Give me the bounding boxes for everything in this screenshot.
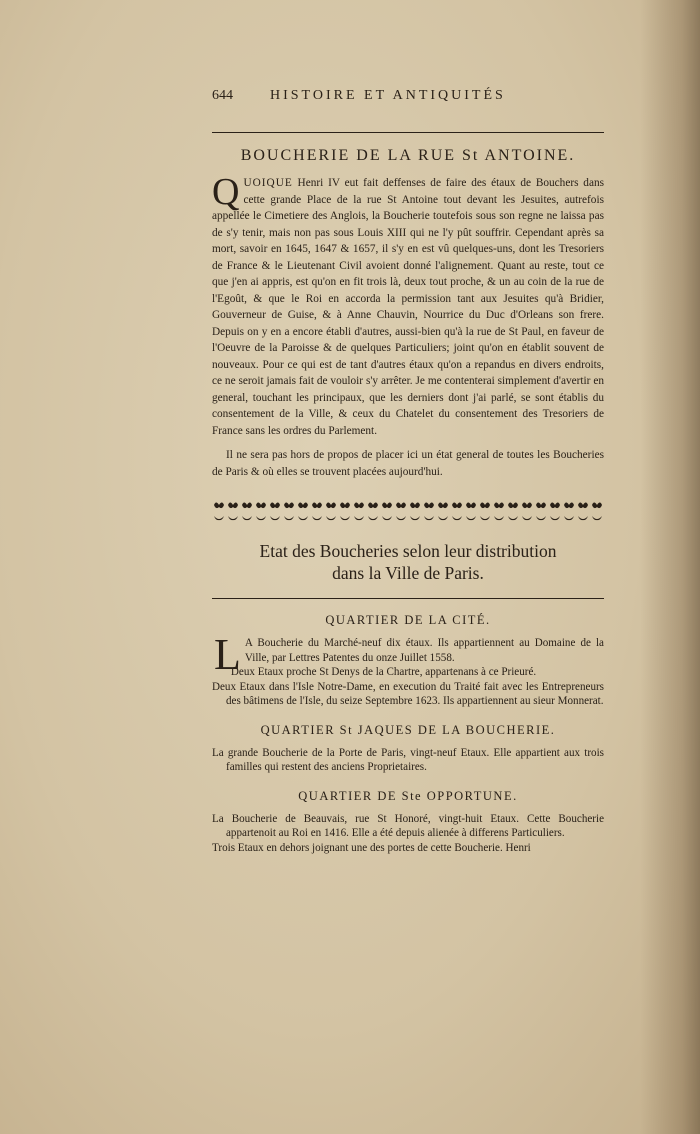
fleuron-icon [592, 503, 602, 509]
cite-first-entry-text: A Boucherie du Marché-neuf dix étaux. Ils appartiennent au Domaine de la Ville, par Lettres Patentes du onze Juillet 1558. [244, 637, 604, 664]
fleuron-icon [592, 516, 602, 520]
opportune-entry: La Boucherie de Beauvais, rue St Honoré, vingt-huit Etaux. Cette Boucherie appartenoit au Roi en 1416. Elle a été depuis alienée à differens Particuliers. [212, 812, 604, 839]
fleuron-icon [396, 516, 406, 520]
fleuron-icon [256, 516, 266, 520]
fleuron-icon [508, 516, 518, 520]
fleuron-icon [466, 503, 476, 509]
table-title-rule [212, 598, 604, 599]
intro-paragraph [212, 171, 604, 439]
fleuron-icon [312, 503, 322, 509]
fleuron-icon [340, 503, 350, 509]
fleuron-icon [578, 516, 588, 520]
fleuron-icon [480, 503, 490, 509]
fleuron-icon [424, 516, 434, 520]
fleuron-icon [368, 516, 378, 520]
running-head [212, 88, 604, 112]
fleuron-icon [424, 503, 434, 509]
header-rule [212, 132, 604, 133]
cite-entry: Deux Etaux dans l'Isle Notre-Dame, en execution du Traité fait avec les Entrepreneurs des bâtimens de l'Isle, du seize Septembre 1623. Ils appartiennent au sieur Monnerat. [212, 680, 604, 707]
opportune-entry: Trois Etaux en dehors joignant une des portes de cette Boucherie. Henri [212, 841, 531, 854]
page-gutter-shadow [640, 0, 700, 1134]
fleuron-icon [480, 516, 490, 520]
table-title [212, 540, 604, 584]
fleuron-icon [368, 503, 378, 509]
fleuron-icon [564, 503, 574, 509]
fleuron-icon [354, 503, 364, 509]
table-title-line1: Etat des Boucheries selon leur distribution [259, 541, 557, 561]
fleuron-icon [340, 516, 350, 520]
fleuron-icon [438, 503, 448, 509]
fleuron-icon [452, 516, 462, 520]
fleuron-icon [214, 503, 224, 509]
fleuron-icon [298, 503, 308, 509]
fleuron-icon [522, 503, 532, 509]
fleuron-icon [536, 516, 546, 520]
quartier-cite-title: QUARTIER DE LA CITÉ. [325, 613, 491, 627]
fleuron-icon [452, 503, 462, 509]
intro-lead-word: UOIQUE [243, 177, 293, 189]
cite-entry: Deux Etaux proche St Denys de la Chartre, appartenans à ce Prieuré. [230, 666, 537, 678]
drop-cap-q: Q [212, 171, 240, 213]
fleuron-icon [270, 503, 280, 509]
fleuron-icon [536, 503, 546, 509]
fleuron-icon [270, 516, 280, 520]
intro-text: Henri IV eut fait deffenses de faire des étaux de Bouchers dans cette grande Place de la rue St Antoine tout devant les Jesuites, autrefois appellée le Cimetiere des Anglois, la Boucherie toutefois sous son regne ne laissa pas de s'y tenir, mais non pas sous Louis XIII qui ne l'y pût souffrir. Cependant après sa mort, savoir en 1645, 1647 & 1657, il s'y en est vû quelques-uns, dont les Tresoriers de France & le Lieutenant Civil avoient donné l'alignement. Quant au reste, tout ce que j'en ai appris, est qu'on en fit trois là, deux tout proche, & un au coin de la rue de l'Egoût, & que le Roi en accorda la permission tant aux Jesuites qu'à Bridier, Gouverneur de Guise, & à Anne Chauvin, Nourrice du Duc d'Orleans son frere. Depuis on y en a encore établi d'autres, aussi-bien qu'à la rue de St Paul, en faveur de l'Oeuvre de la Paroisse & de quelques Particuliers; joint qu'on en établit souvent de nouveaux. Pour ce qui est de tant d'autres étaux qu'on a repandus en divers endroits, ce ne seroit jamais fait de vouloir s'y arrêter. Je me contenterai simplement d'avertir en general, touchant les principaux, que les derniers dont j'ai parlé, se sont établis du consentement de la Ville, & ceux du Chatelet du consentement des Tresoriers de France sans les ordres du Parlement. [212, 177, 604, 437]
table-title-line2: dans la Ville de Paris. [332, 563, 484, 583]
page-content [212, 88, 604, 855]
fleuron-icon [550, 503, 560, 509]
ornament-pattern [212, 498, 604, 526]
fleuron-icon [564, 516, 574, 520]
fleuron-icon [228, 503, 238, 509]
fleuron-icon [494, 503, 504, 509]
fleuron-icon [438, 516, 448, 520]
fleuron-icon [298, 516, 308, 520]
fleuron-icon [256, 503, 266, 509]
fleuron-icon [284, 516, 294, 520]
fleuron-icon [396, 503, 406, 509]
fleuron-icon [242, 516, 252, 520]
fleuron-icon [228, 516, 238, 520]
fleuron-icon [410, 503, 420, 509]
fleuron-icon [494, 516, 504, 520]
fleuron-icon [312, 516, 322, 520]
fleuron-icon [242, 503, 252, 509]
fleuron-icon [354, 516, 364, 520]
second-paragraph: Il ne sera pas hors de propos de placer ici un état general de toutes les Boucheries de Paris & où elles se trouvent placées aujourd'hui. [212, 449, 604, 478]
fleuron-icon [326, 503, 336, 509]
fleuron-icon [284, 503, 294, 509]
drop-cap-l: L [214, 630, 241, 679]
fleuron-icon [214, 516, 224, 520]
fleuron-icon [382, 516, 392, 520]
fleuron-icon [522, 516, 532, 520]
fleuron-icon [550, 516, 560, 520]
fleuron-icon [326, 516, 336, 520]
fleuron-icon [466, 516, 476, 520]
fleuron-icon [382, 503, 392, 509]
quartier-opportune-title: QUARTIER DE Ste OPPORTUNE. [298, 788, 518, 803]
jaques-entry: La grande Boucherie de la Porte de Paris, vingt-neuf Etaux. Elle appartient aux trois familles qui restent des anciens Proprietaires. [212, 746, 604, 773]
fleuron-icon [578, 503, 588, 509]
section-title: BOUCHERIE DE LA RUE St ANTOINE. [240, 147, 576, 164]
running-head-title: HISTOIRE ET ANTIQUITÉS [270, 88, 506, 103]
quartier-jaques-title: QUARTIER St JAQUES DE LA BOUCHERIE. [260, 722, 556, 737]
fleuron-icon [508, 503, 518, 509]
page-number: 644 [212, 88, 233, 103]
fleuron-icon [410, 516, 420, 520]
ornamental-border [212, 498, 604, 526]
